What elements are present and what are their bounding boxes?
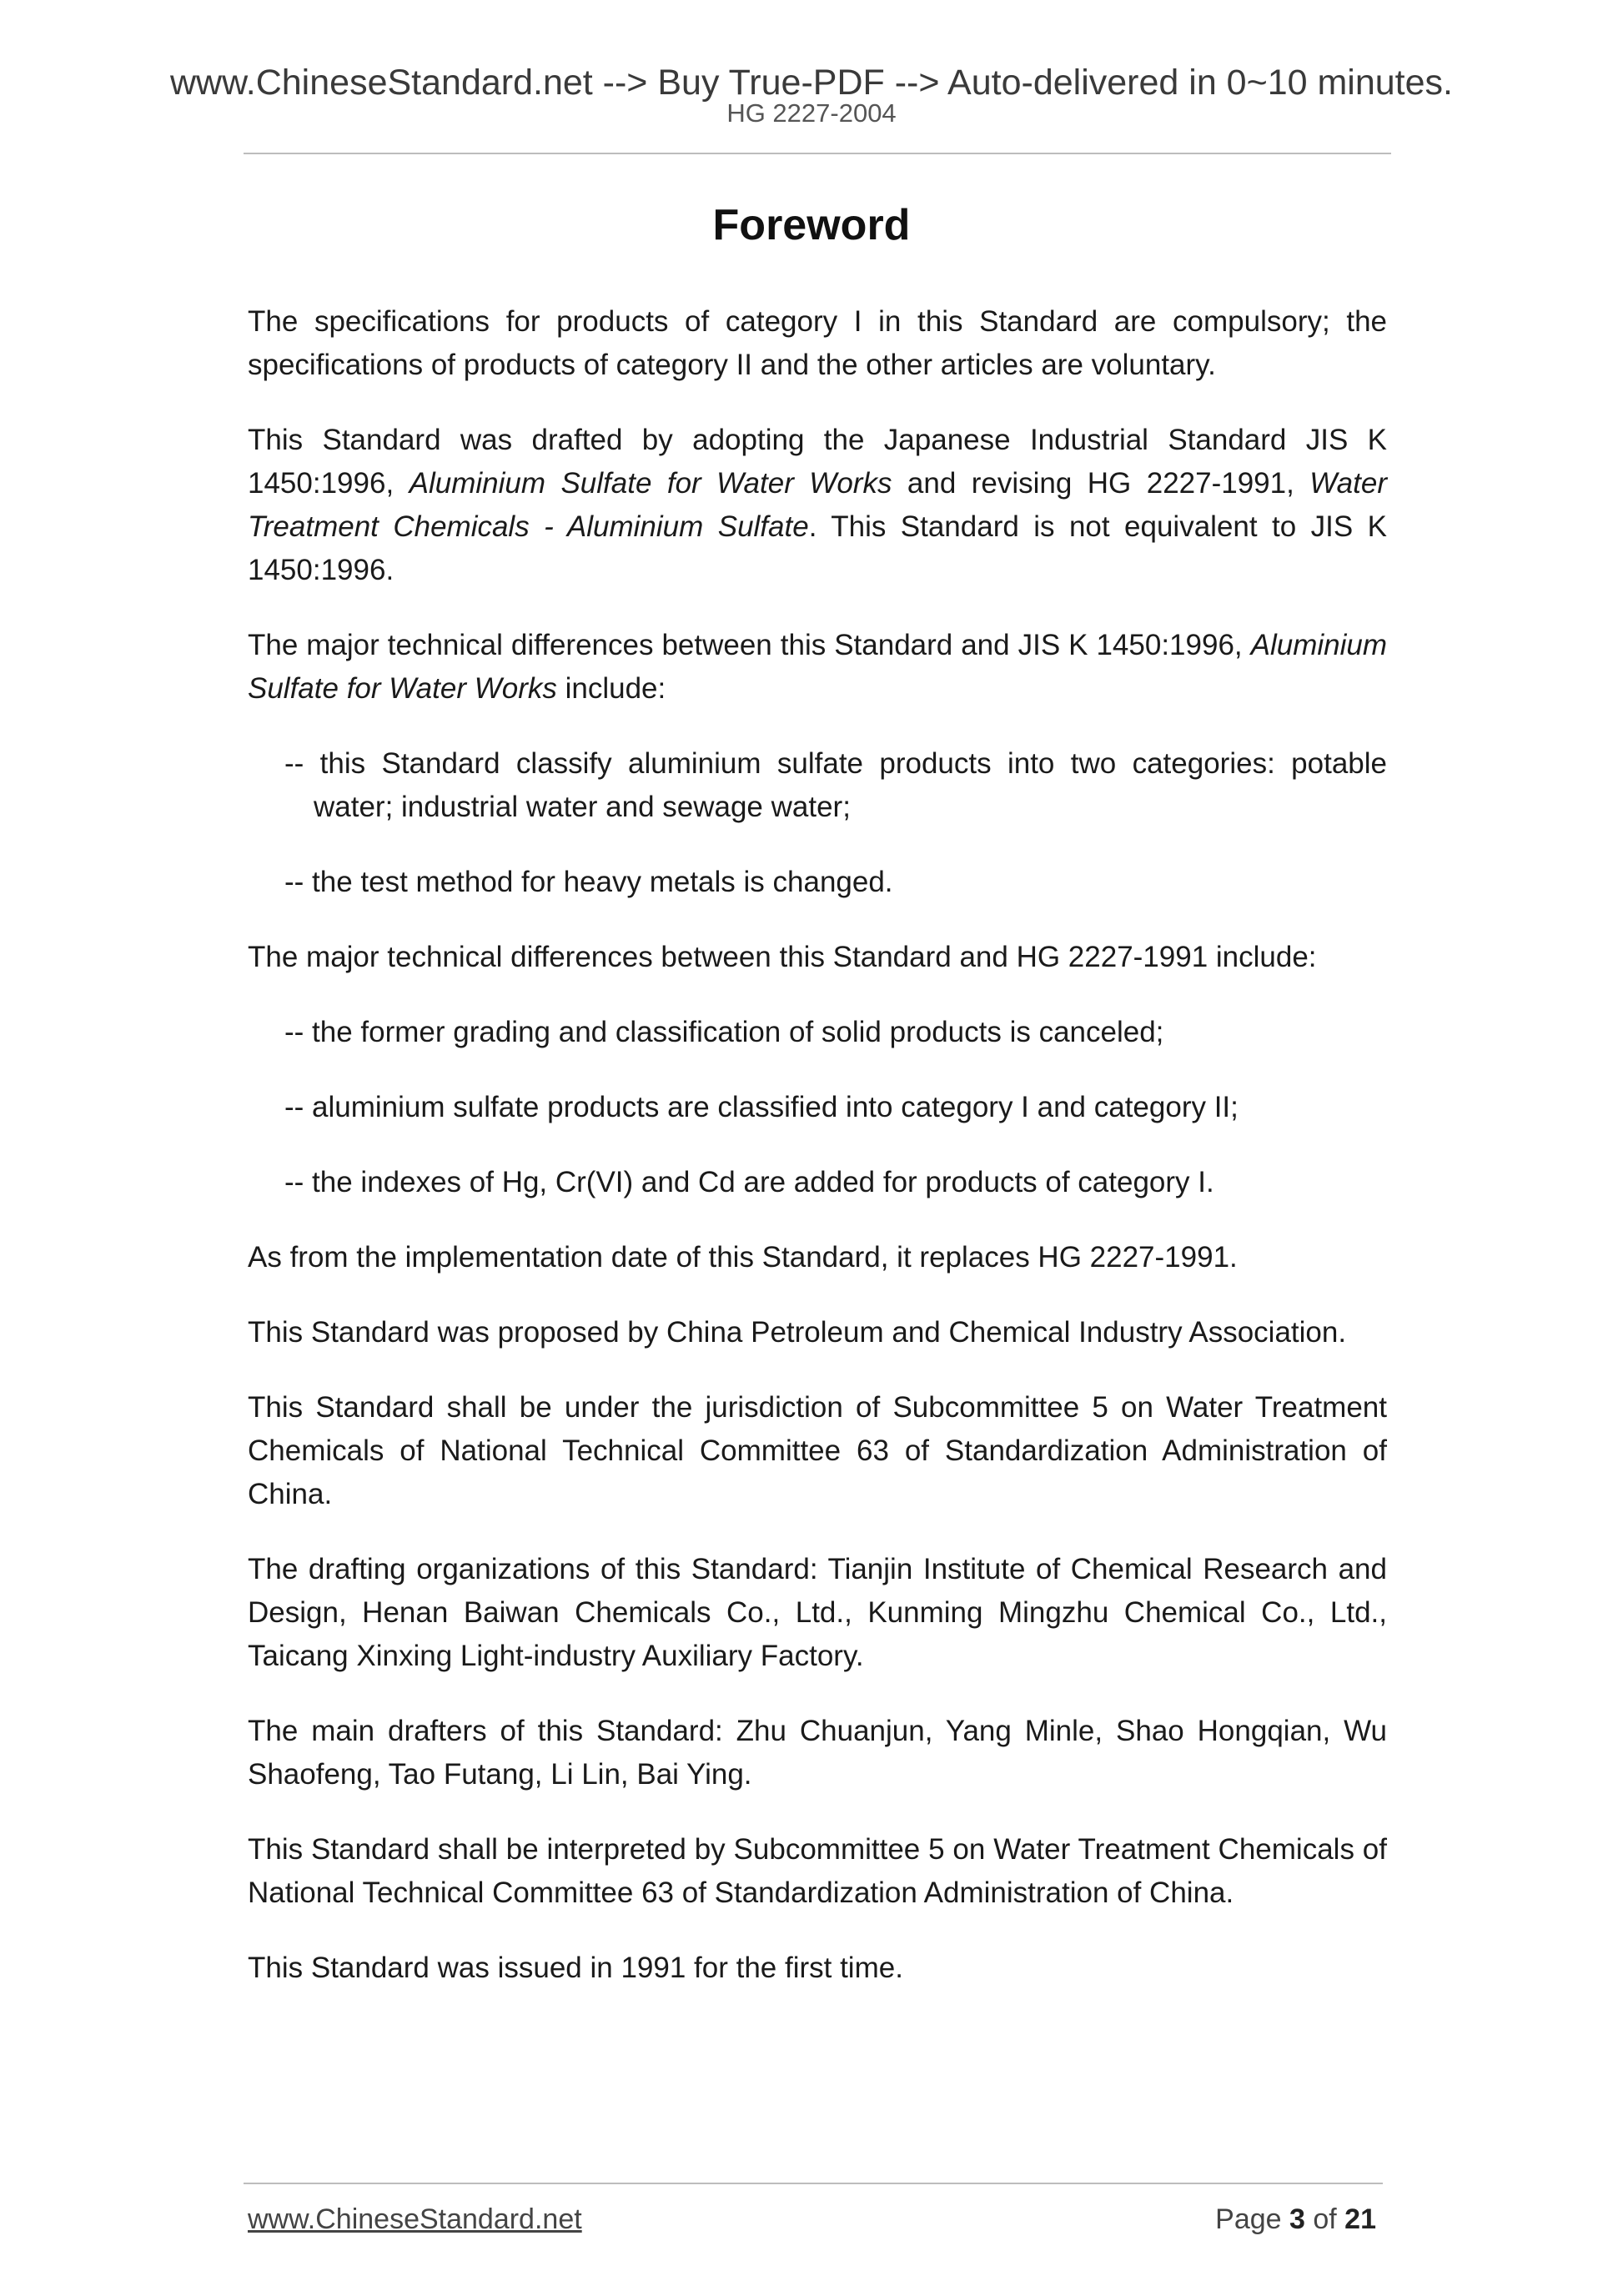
footer-website-link[interactable]: www.ChineseStandard.net [248,2203,582,2235]
text-run: include: [556,672,666,705]
list-item: -- the indexes of Hg, Cr(VI) and Cd are added for products of category I. [284,1166,1214,1198]
site-banner: www.ChineseStandard.net --> Buy True-PDF --> Auto-delivered in 0~10 minutes. [169,63,1453,103]
paragraph-first-issue: This Standard was issued in 1991 for the first time. [248,1952,903,1984]
page-title: Foreword [712,201,911,249]
paragraph-hg-differences: The major technical differences between this Standard and HG 2227-1991 include: [248,941,1317,973]
paragraph-jis-differences [248,624,1387,711]
paragraph-jurisdiction: This Standard shall be under the jurisdiction of Subcommittee 5 on Water Treatment Chemicals of National Technical Committee 63 of Standardization Administration of China. [248,1391,1387,1510]
page-of: of [1304,2203,1345,2235]
paragraph-adoption [248,419,1387,592]
list-item: -- the test method for heavy metals is changed. [284,866,893,898]
text-run: . This Standard is not equivalent to JIS K 1450:1996. [248,510,1387,586]
footer-divider [244,2183,1383,2184]
page-number [1215,2205,1376,2233]
paragraph-replaces: As from the implementation date of this Standard, it replaces HG 2227-1991. [248,1241,1238,1274]
list-item: -- this Standard classify aluminium sulfate products into two categories: potable water; industrial water and sewage water; [284,747,1387,823]
current-page: 3 [1289,2203,1305,2235]
italic-title: Water Treatment Chemicals - Aluminium Sulfate [248,467,1387,543]
header-divider [244,153,1391,154]
foreword-body [248,300,1387,2022]
total-pages: 21 [1344,2203,1376,2235]
text-run: This Standard was drafted by adopting the Japanese Industrial Standard JIS K 1450:1996, [248,424,1387,500]
list-item: -- the former grading and classification of solid products is canceled; [284,1016,1164,1048]
paragraph-proposed: This Standard was proposed by China Petroleum and Chemical Industry Association. [248,1316,1347,1349]
list-item: -- aluminium sulfate products are classified into category I and category II; [284,1091,1239,1123]
italic-title: Aluminium Sulfate for Water Works [248,629,1387,705]
text-run: The major technical differences between this Standard and JIS K 1450:1996, [248,629,1251,661]
paragraph-drafters: The main drafters of this Standard: Zhu Chuanjun, Yang Minle, Shao Hongqian, Wu Shaofeng, Tao Futang, Li Lin, Bai Ying. [248,1715,1387,1791]
paragraph-drafting-organizations: The drafting organizations of this Standard: Tianjin Institute of Chemical Research and Design, Henan Baiwan Chemicals Co., Ltd., Kunming Mingzhu Chemical Co., Ltd., Taicang Xinxing Light-industry Auxiliary Factory. [248,1553,1387,1672]
page-prefix: Page [1215,2203,1289,2235]
paragraph-interpreted: This Standard shall be interpreted by Subcommittee 5 on Water Treatment Chemicals of National Technical Committee 63 of Standardization Administration of China. [248,1833,1387,1909]
italic-title: Aluminium Sulfate for Water Works [409,467,892,500]
document-code: HG 2227-2004 [726,98,897,128]
paragraph-compulsory: The specifications for products of category I in this Standard are compulsory; the specifications of products of category II and the other articles are voluntary. [248,305,1387,381]
text-run: and revising HG 2227-1991, [892,467,1310,500]
